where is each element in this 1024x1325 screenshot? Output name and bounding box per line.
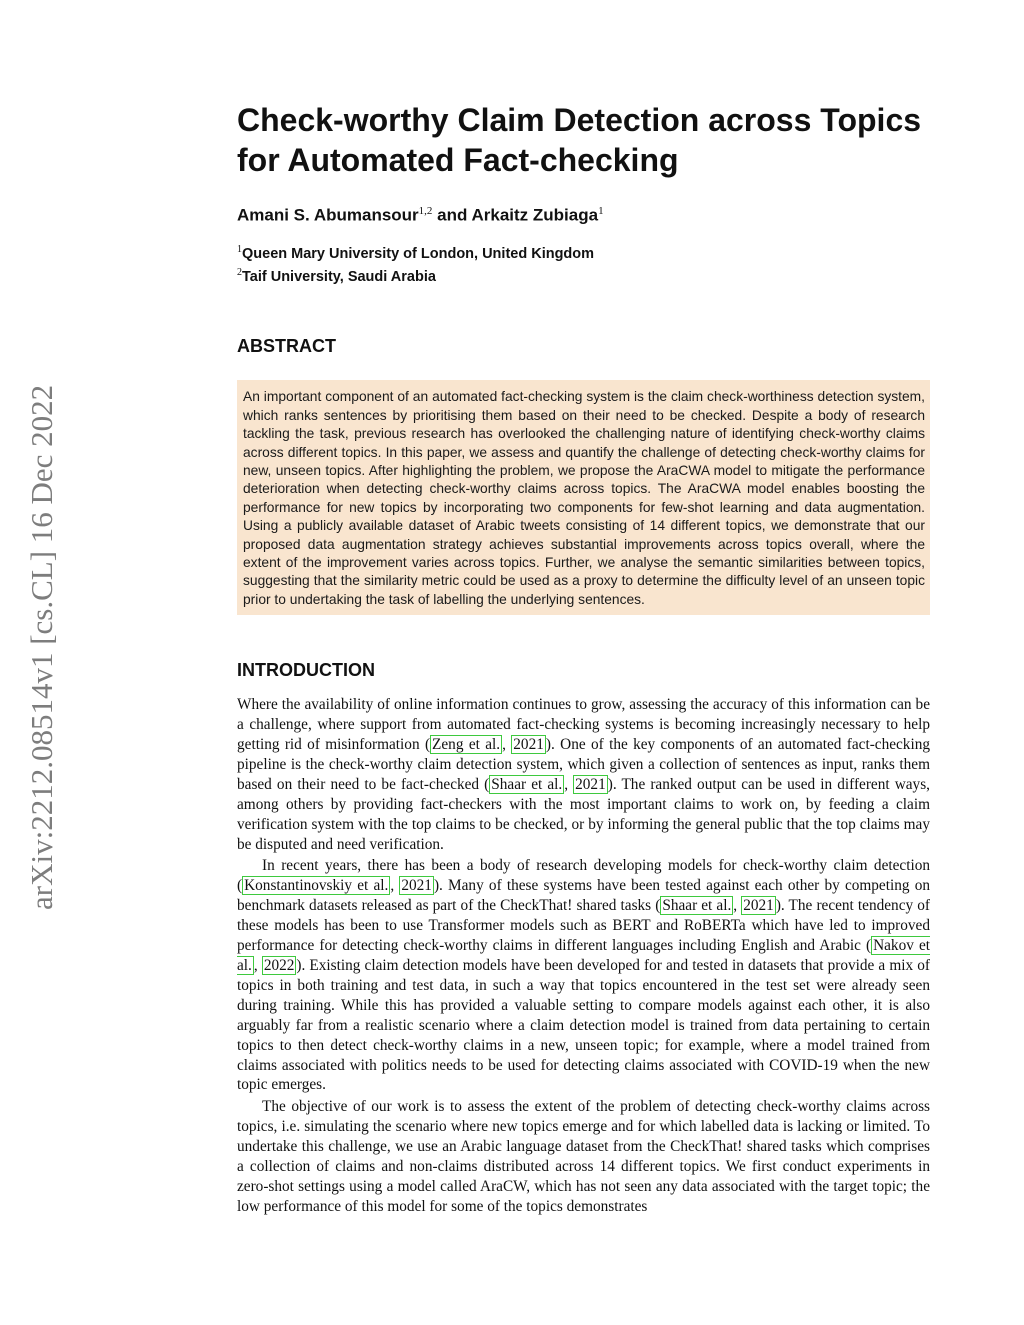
- paper-title: Check-worthy Claim Detection across Topics for Automated Fact-checking: [237, 102, 922, 178]
- citation-link[interactable]: 2021: [513, 736, 544, 753]
- affiliation: [237, 240, 930, 264]
- citation-link[interactable]: 2021: [575, 775, 606, 793]
- paragraph: The objective of our work is to assess the extent of the problem of detecting check-worthy claims across topics, i.e. simulating the scenario where new topics emerge and for which labelled data is lacking or limited. To undertake this challenge, we use an Arabic language dataset from the CheckThat! shared tasks which comprises a collection of claims and non-claims distributed across 14 different topics. We first conduct experiments in zero-shot settings using a model called AraCW, which has not seen any data associated with the target topic; the low performance of this model for some of the topics demonstrates: [237, 1098, 930, 1215]
- paragraph-text: ). The ranked output can be used in different ways, among others by providing fact-checkers with the most important claims to work on, by feeding a claim verification system with the top claims to be checked, or by informing the general public that the top claims may be disputed and need verification.: [237, 775, 930, 853]
- citation-link[interactable]: Konstantinovskiy et al.: [244, 877, 389, 895]
- citation-link[interactable]: 2021: [401, 877, 432, 895]
- paragraph-text: ). One of the key components of an automated fact-checking pipeline is the check-worthy claim detection system, which given a collection of sentences as input, ranks them based on their need to be fact-checked (: [237, 736, 931, 793]
- affiliation-name: Taif University, Saudi Arabia: [242, 269, 436, 286]
- paragraph-text: In recent years, there has been a body of research developing models for check-worthy claim detection (: [237, 857, 930, 895]
- abstract-text: An important component of an automated fact-checking system is the claim check-worthiness detection system, which ranks sentences by prioritising them based on their need to be checked. Despite a body of research tackling the task, previous research has overlooked the challenging nature of identifying check-worthy claims across different topics. In this paper, we assess and quantify the challenge of detecting check-worthy claims for new, unseen topics. After highlighting the problem, we propose the AraCWA model to mitigate the performance deterioration when detecting check-worthy claims across topics. The AraCWA model enables boosting the performance for new topics by incorporating two components for few-shot learning and data augmentation. Using a publicly available dataset of Arabic tweets consisting of 14 different topics, we demonstrate that our proposed data augmentation strategy achieves substantial improvements across topics overall, where the extent of the improvement varies across topics. Further, we analyse the semantic similarities between topics, suggesting that the similarity metric could be used as a proxy to determine the difficulty level of an unseen topic prior to undertaking the task of labelling the underlying sentences.: [237, 380, 930, 615]
- affiliation-marker: 2: [237, 267, 242, 279]
- arxiv-identifier-stamp: arXiv:2212.08514v1 [cs.CL] 16 Dec 2022: [24, 384, 59, 910]
- author-connector: and: [432, 205, 472, 225]
- paragraph-text: ). Existing claim detection models have been developed for and tested in datasets that provide a mix of topics in both training and test data, in such a way that topics encountered in the test set were already seen during training. While this has provided a valuable setting to compare models against each other, it is also arguably far from a realistic scenario where a claim detection model is trained from data pertaining to certain topics to then detect check-worthy claims in a new, unseen topic; for example, where a model trained from claims associated with politics needs to be used for detecting claims associated with COVID-19 when the new topic emerges.: [237, 956, 930, 1094]
- citation-link[interactable]: 2021: [743, 897, 774, 915]
- author-list: [237, 205, 930, 226]
- affiliation-marker: 1: [598, 205, 604, 217]
- paragraph-text: ). Many of these systems have been tested against each other by competing on benchmark datasets released as part of the CheckThat! shared tasks (: [237, 877, 930, 915]
- citation-link[interactable]: Zeng et al.: [432, 736, 501, 753]
- paragraph: In recent years, there has been a body of research developing models for check-worthy claim detection ( Konstantinovskiy et al. , 2021 ). Many of these systems have been tested against each other by competing on benchmark datasets released as part of the CheckThat! shared tasks ( Shaar et al. , 2021 ). The recent tendency of these models has been to use Transformer models such as BERT and RoBERTa which have led to improved performance for detecting check-worthy claims in different languages including English and Arabic ( Nakov et al. , 2022 ). Existing claim detection models have been developed for and tested in datasets that provide a mix of topics in both training and test data, in such a way that topics encountered in the test set were already seen during training. While this has provided a valuable setting to compare models against each other, it is also arguably far from a realistic scenario where a claim detection model is trained from data pertaining to certain topics to then detect check-worthy claims in a new, unseen topic; for example, where a model trained from claims associated with politics needs to be used for detecting claims associated with COVID-19 when the new topic emerges.: [237, 857, 930, 1094]
- paper-page: [237, 96, 930, 1217]
- affiliation: [237, 263, 930, 287]
- affiliation-marker: 1: [237, 243, 242, 255]
- affiliation-list: [237, 240, 930, 288]
- introduction-heading: INTRODUCTION: [237, 660, 375, 681]
- citation-link[interactable]: Shaar et al.: [662, 897, 732, 915]
- abstract-heading: ABSTRACT: [237, 336, 336, 357]
- author-name: Amani S. Abumansour: [237, 205, 419, 225]
- citation-link[interactable]: Shaar et al.: [491, 775, 563, 793]
- citation-link[interactable]: Nakov et al.: [237, 937, 930, 974]
- citation-link[interactable]: 2022: [263, 956, 295, 974]
- affiliation-marker: 1,2: [418, 205, 433, 217]
- paragraph-text: Where the availability of online information continues to grow, assessing the accuracy of this information can be a challenge, where support from automated fact-checking systems is becoming increasingly necessary to help getting rid of misinformation (: [237, 696, 930, 753]
- paragraph: Where the availability of online information continues to grow, assessing the accuracy of this information can be a challenge, where support from automated fact-checking systems is becoming increasingly necessary to help getting rid of misinformation ( Zeng et al. , 2021 ). One of the key components of an automated fact-checking pipeline is the check-worthy claim detection system, which given a collection of sentences as input, ranks them based on their need to be fact-checked ( Shaar et al. , 2021 ). The ranked output can be used in different ways, among others by providing fact-checkers with the most important claims to work on, by feeding a claim verification system with the top claims to be checked, or by informing the general public that the top claims may be disputed and need verification.: [237, 696, 931, 853]
- introduction-body: [237, 695, 930, 1217]
- affiliation-name: Queen Mary University of London, United Kingdom: [242, 245, 595, 262]
- author-name: Arkaitz Zubiaga: [471, 205, 599, 225]
- paragraph-text: ). The recent tendency of these models has been to use Transformer models such as BERT and RoBERTa which have led to improved performance for detecting check-worthy claims in different languages including English and Arabic (: [237, 897, 930, 955]
